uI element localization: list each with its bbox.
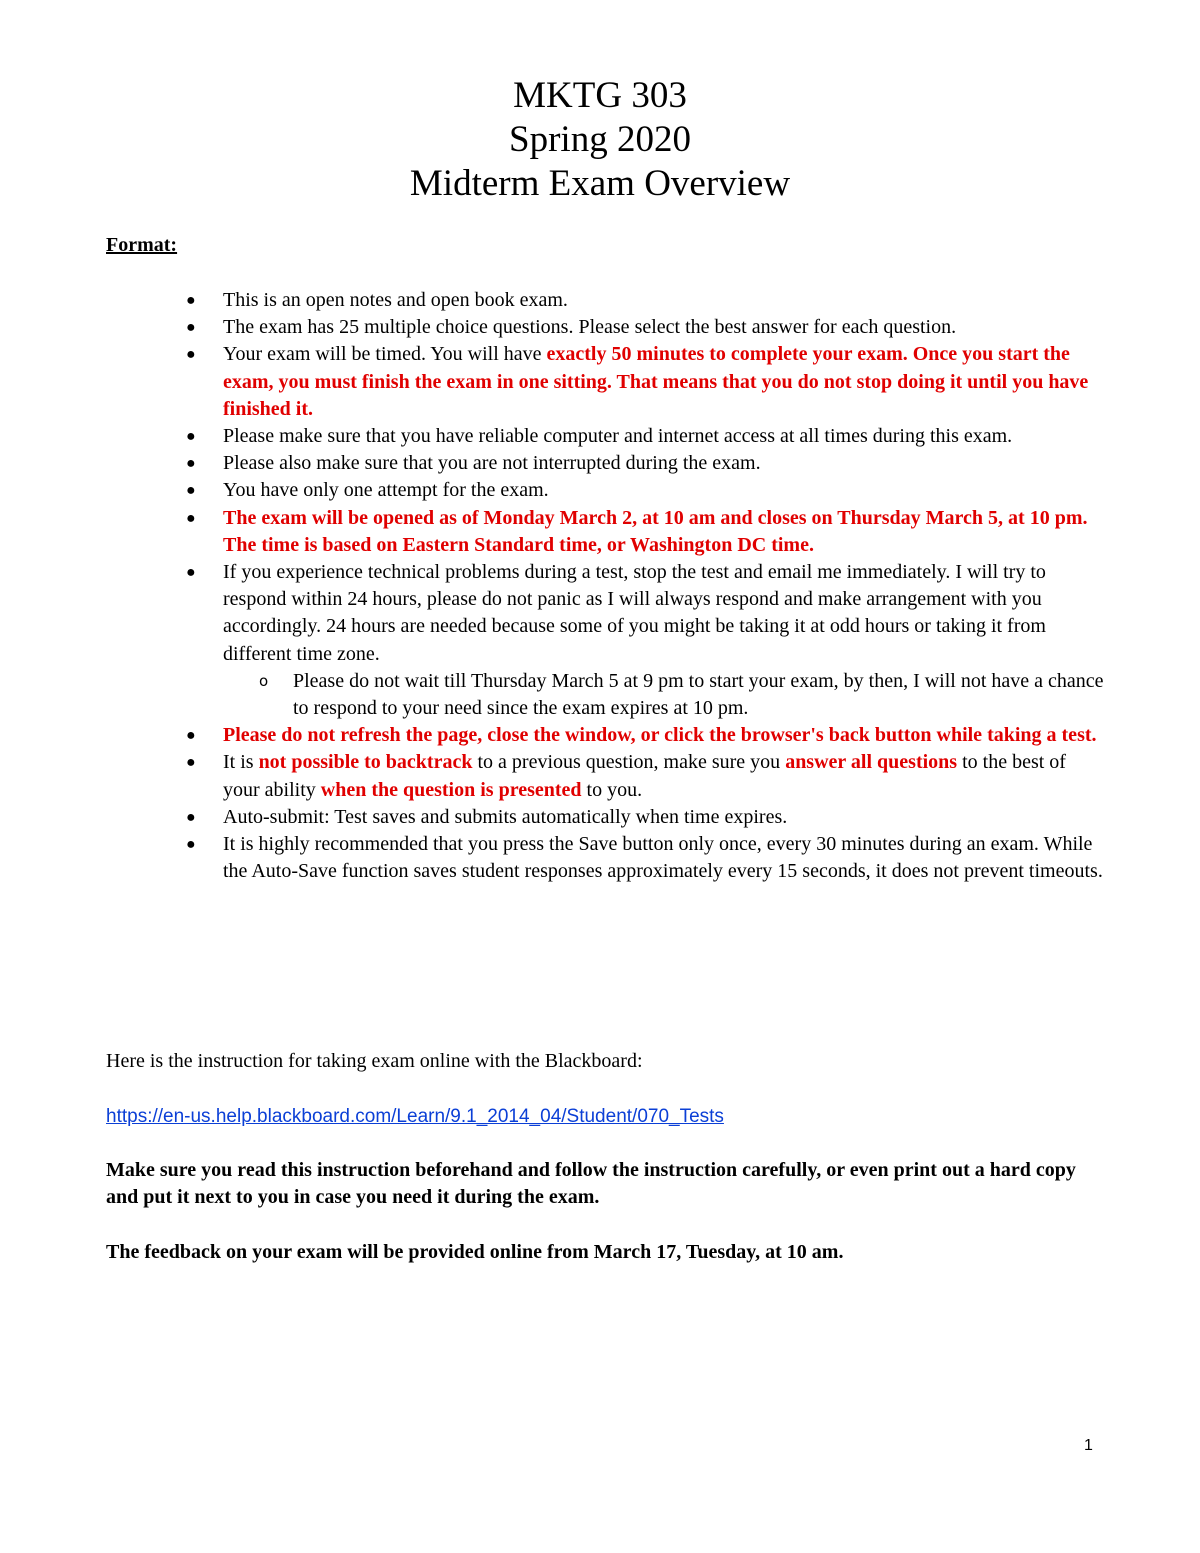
bullet-icon: ● (186, 564, 196, 582)
list-item (106, 505, 1106, 559)
format-heading: Format: (106, 234, 178, 256)
circle-bullet-icon: o (259, 671, 269, 690)
list-item: ● You have only one attempt for the exam. (106, 477, 1106, 504)
course-code: MKTG 303 (513, 75, 687, 116)
blackboard-instructions-link[interactable]: https://en-us.help.blackboard.com/Learn/9.1_2014_04/Student/070_Tests (106, 1106, 724, 1127)
read-instructions-note: Make sure you read this instruction beforehand and follow the instruction carefully, or even print out a hard copy and put it next to you in case you need it during the exam. (106, 1159, 1076, 1209)
bullet-icon: ● (186, 808, 196, 826)
bullet-icon: ● (186, 346, 196, 364)
exam-window-warning: The exam will be opened as of Monday March 2, at 10 am and closes on Thursday March 5, at 10 pm. The time is based on Eastern Standard time, or Washington DC time. (223, 506, 1088, 556)
bullet-icon: ● (186, 509, 196, 527)
list-item: ● It is not possible to backtrack to a previous question, make sure you answer all questions to the best of your ability when the question is presented to you. (186, 751, 1066, 801)
bullet-icon: ● (186, 754, 196, 772)
list-item: ● Please make sure that you have reliable computer and internet access at all times during this exam. (106, 423, 1106, 450)
term: Spring 2020 (509, 119, 691, 160)
list-item: ● If you experience technical problems during a test, stop the test and email me immediately. I will try to respond within 24 hours, please do not panic as I will always respond and make arrangement with you accordingly. 24 hours are needed because some of you might be taking it at odd hours or taking it from different time zone. o Please do not wait till Thursday March 5 at 9 pm to start your exam, by then, I will not have a chance to respond to your need since the exam expires at 10 pm. (106, 559, 1106, 722)
list-item: ● Your exam will be timed. You will have exactly 50 minutes to complete your exam. Once you start the exam, you must finish the exam in one sitting. That means that you do not stop doing it until you have finished it. (186, 343, 1089, 420)
list-item: ● It is highly recommended that you press the Save button only once, every 30 minutes during an exam. While the Auto-Save function saves student responses approximately every 15 seconds, it does not prevent timeouts. (186, 833, 1103, 883)
list-item: ● This is an open notes and open book exam. (106, 287, 1106, 314)
document-title (0, 74, 1200, 206)
instruction-link-row (106, 1103, 1106, 1130)
bullet-icon: ● (186, 455, 196, 473)
sub-list-item: o Please do not wait till Thursday March 5 at 9 pm to start your exam, by then, I will not have a chance to respond to your need since the exam expires at 10 pm. (259, 669, 1104, 720)
sub-list (223, 668, 1106, 722)
list-item: ● The exam has 25 multiple choice questions. Please select the best answer for each question. (106, 314, 1106, 341)
bullet-icon: ● (186, 482, 196, 500)
list-item: ● Please also make sure that you are not interrupted during the exam. (106, 450, 1106, 477)
exam-title: Midterm Exam Overview (409, 163, 791, 204)
bullet-icon: ● (186, 319, 196, 337)
list-item: ● Auto-submit: Test saves and submits automatically when time expires. (106, 804, 1106, 831)
feedback-note: The feedback on your exam will be provided online from March 17, Tuesday, at 10 am. (106, 1241, 844, 1263)
list-item (106, 722, 1106, 749)
instruction-text: Here is the instruction for taking exam online with the Blackboard: (106, 1050, 643, 1072)
format-list (106, 287, 1106, 885)
refresh-warning: Please do not refresh the page, close the window, or click the browser's back button while taking a test. (223, 724, 1097, 747)
bullet-icon: ● (186, 292, 196, 309)
time-limit-warning: exactly 50 minutes to complete your exam. Once you start the exam, you must finish the exam in one sitting. That means that you do not stop doing it until you have finished it. (223, 343, 1089, 420)
bullet-icon: ● (186, 836, 196, 854)
page-number: 1 (1084, 1437, 1093, 1454)
bullet-icon: ● (186, 428, 196, 446)
bullet-icon: ● (186, 727, 196, 745)
